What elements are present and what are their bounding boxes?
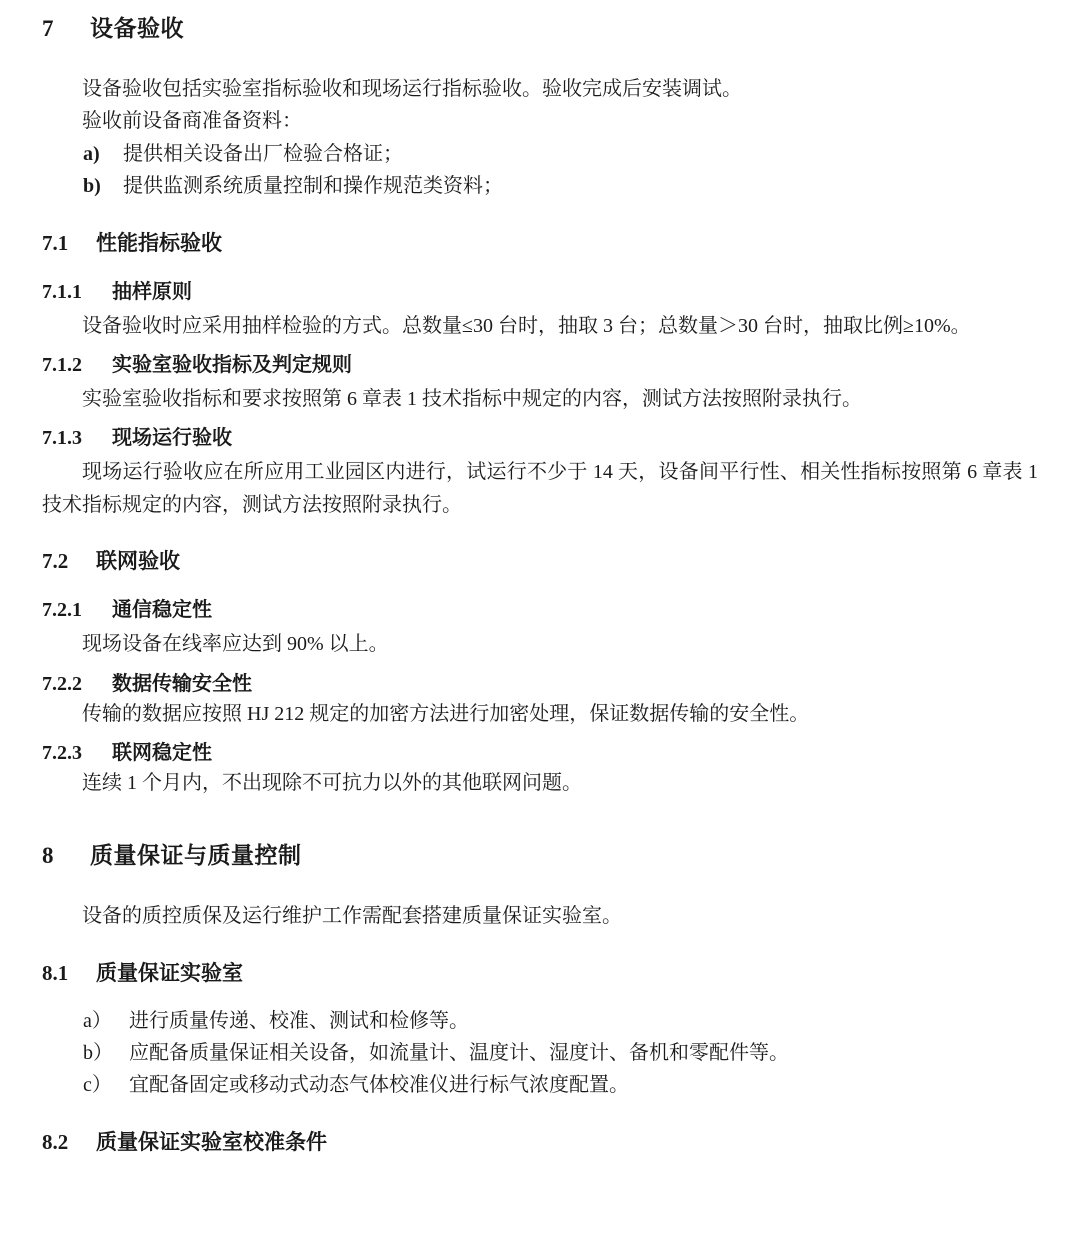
clause-7-1-1-paragraph: 设备验收时应采用抽样检验的方式。总数量≤30 台时，抽取 3 台；总数量＞30 台时，抽取比例≥10%。 — [82, 314, 971, 337]
heading-clause-7-1 — [42, 227, 1038, 257]
clause-7-2-1-title: 通信稳定性 — [112, 599, 212, 622]
list-text-b: 应配备质量保证相关设备，如流量计、温度计、湿度计、备机和零配件等。 — [129, 1042, 789, 1065]
heading-clause-7-1-2 — [42, 348, 1038, 377]
heading-clause-8-2 — [42, 1126, 1038, 1156]
clause-8-intro-paragraph: 设备的质控质保及运行维护工作需配套搭建质量保证实验室。 — [82, 905, 622, 928]
clause-7-1-1-number: 7.1.1 — [42, 280, 82, 303]
list-item — [42, 1005, 1038, 1037]
clause-7-2-3-number: 7.2.3 — [42, 741, 82, 764]
clause-7-2-1-number: 7.2.1 — [42, 599, 82, 622]
clause-7-1-3-title: 现场运行验收 — [112, 427, 232, 450]
list-marker-a: a) — [83, 142, 100, 165]
heading-clause-8-1 — [42, 957, 1038, 987]
list-marker-b: b) — [83, 175, 101, 198]
list-item — [42, 1037, 1038, 1069]
heading-clause-7-2-1 — [42, 593, 1038, 622]
clause-8-number: 8 — [42, 843, 54, 869]
clause-7-number: 7 — [42, 16, 54, 41]
clause-7-2-1-paragraph: 现场设备在线率应达到 90% 以上。 — [82, 633, 389, 656]
clause-7-1-2-paragraph: 实验室验收指标和要求按照第 6 章表 1 技术指标中规定的内容，测试方法按照附录执行。 — [82, 387, 862, 410]
clause-7-2-2-paragraph: 传输的数据应按照 HJ 212 规定的加密方法进行加密处理，保证数据传输的安全性。 — [82, 702, 810, 725]
clause-7-1-1-title: 抽样原则 — [112, 280, 192, 303]
heading-clause-7-2-2 — [42, 667, 1038, 696]
clause-7-2-3-paragraph: 连续 1 个月内，不出现除不可抗力以外的其他联网问题。 — [82, 771, 582, 794]
clause-7-1-title: 性能指标验收 — [96, 230, 222, 255]
clause-7-2-2-title: 数据传输安全性 — [112, 672, 252, 695]
list-text-a: 提供相关设备出厂检验合格证； — [123, 142, 403, 165]
list-item — [42, 138, 1038, 170]
clause-7-intro-paragraph-1: 设备验收包括实验室指标验收和现场运行指标验收。验收完成后安装调试。 — [82, 78, 742, 100]
heading-clause-7-2-3 — [42, 736, 1038, 765]
clause-8-2-title: 质量保证实验室校准条件 — [96, 1129, 327, 1154]
list-item — [42, 1069, 1038, 1101]
list-text-b: 提供监测系统质量控制和操作规范类资料； — [123, 175, 503, 198]
heading-clause-7-1-3 — [42, 421, 1038, 450]
heading-clause-7-1-1 — [42, 275, 1038, 304]
list-marker-b: b） — [83, 1042, 113, 1065]
list-item — [42, 170, 1038, 202]
clause-7-2-2-number: 7.2.2 — [42, 672, 82, 695]
clause-7-2-3-title: 联网稳定性 — [112, 741, 212, 764]
clause-8-1-number: 8.1 — [42, 960, 69, 985]
clause-8-2-number: 8.2 — [42, 1129, 69, 1154]
list-text-a: 进行质量传递、校准、测试和检修等。 — [129, 1009, 469, 1032]
clause-8-1-title: 质量保证实验室 — [96, 960, 243, 985]
document-body — [42, 0, 1038, 1156]
clause-7-1-number: 7.1 — [42, 230, 69, 255]
clause-7-intro-paragraph-2: 验收前设备商准备资料： — [82, 110, 302, 133]
clause-7-2-number: 7.2 — [42, 549, 69, 574]
clause-7-title: 设备验收 — [90, 16, 184, 41]
list-marker-c: c） — [83, 1074, 112, 1097]
clause-7-1-3-number: 7.1.3 — [42, 427, 82, 450]
heading-clause-7 — [42, 10, 1038, 43]
clause-8-title: 质量保证与质量控制 — [90, 843, 302, 869]
heading-clause-7-2 — [42, 545, 1038, 575]
clause-7-1-2-number: 7.1.2 — [42, 353, 82, 376]
clause-7-2-title: 联网验收 — [96, 549, 180, 574]
clause-7-1-2-title: 实验室验收指标及判定规则 — [112, 353, 352, 376]
list-marker-a: a） — [83, 1009, 112, 1032]
list-text-c: 宜配备固定或移动式动态气体校准仪进行标气浓度配置。 — [129, 1074, 629, 1097]
heading-clause-8 — [42, 837, 1038, 870]
clause-7-1-3-paragraph: 现场运行验收应在所应用工业园区内进行，试运行不少于 14 天，设备间平行性、相关性指标按照第 6 章表 1 技术指标规定的内容，测试方法按照附录执行。 — [42, 461, 1038, 516]
